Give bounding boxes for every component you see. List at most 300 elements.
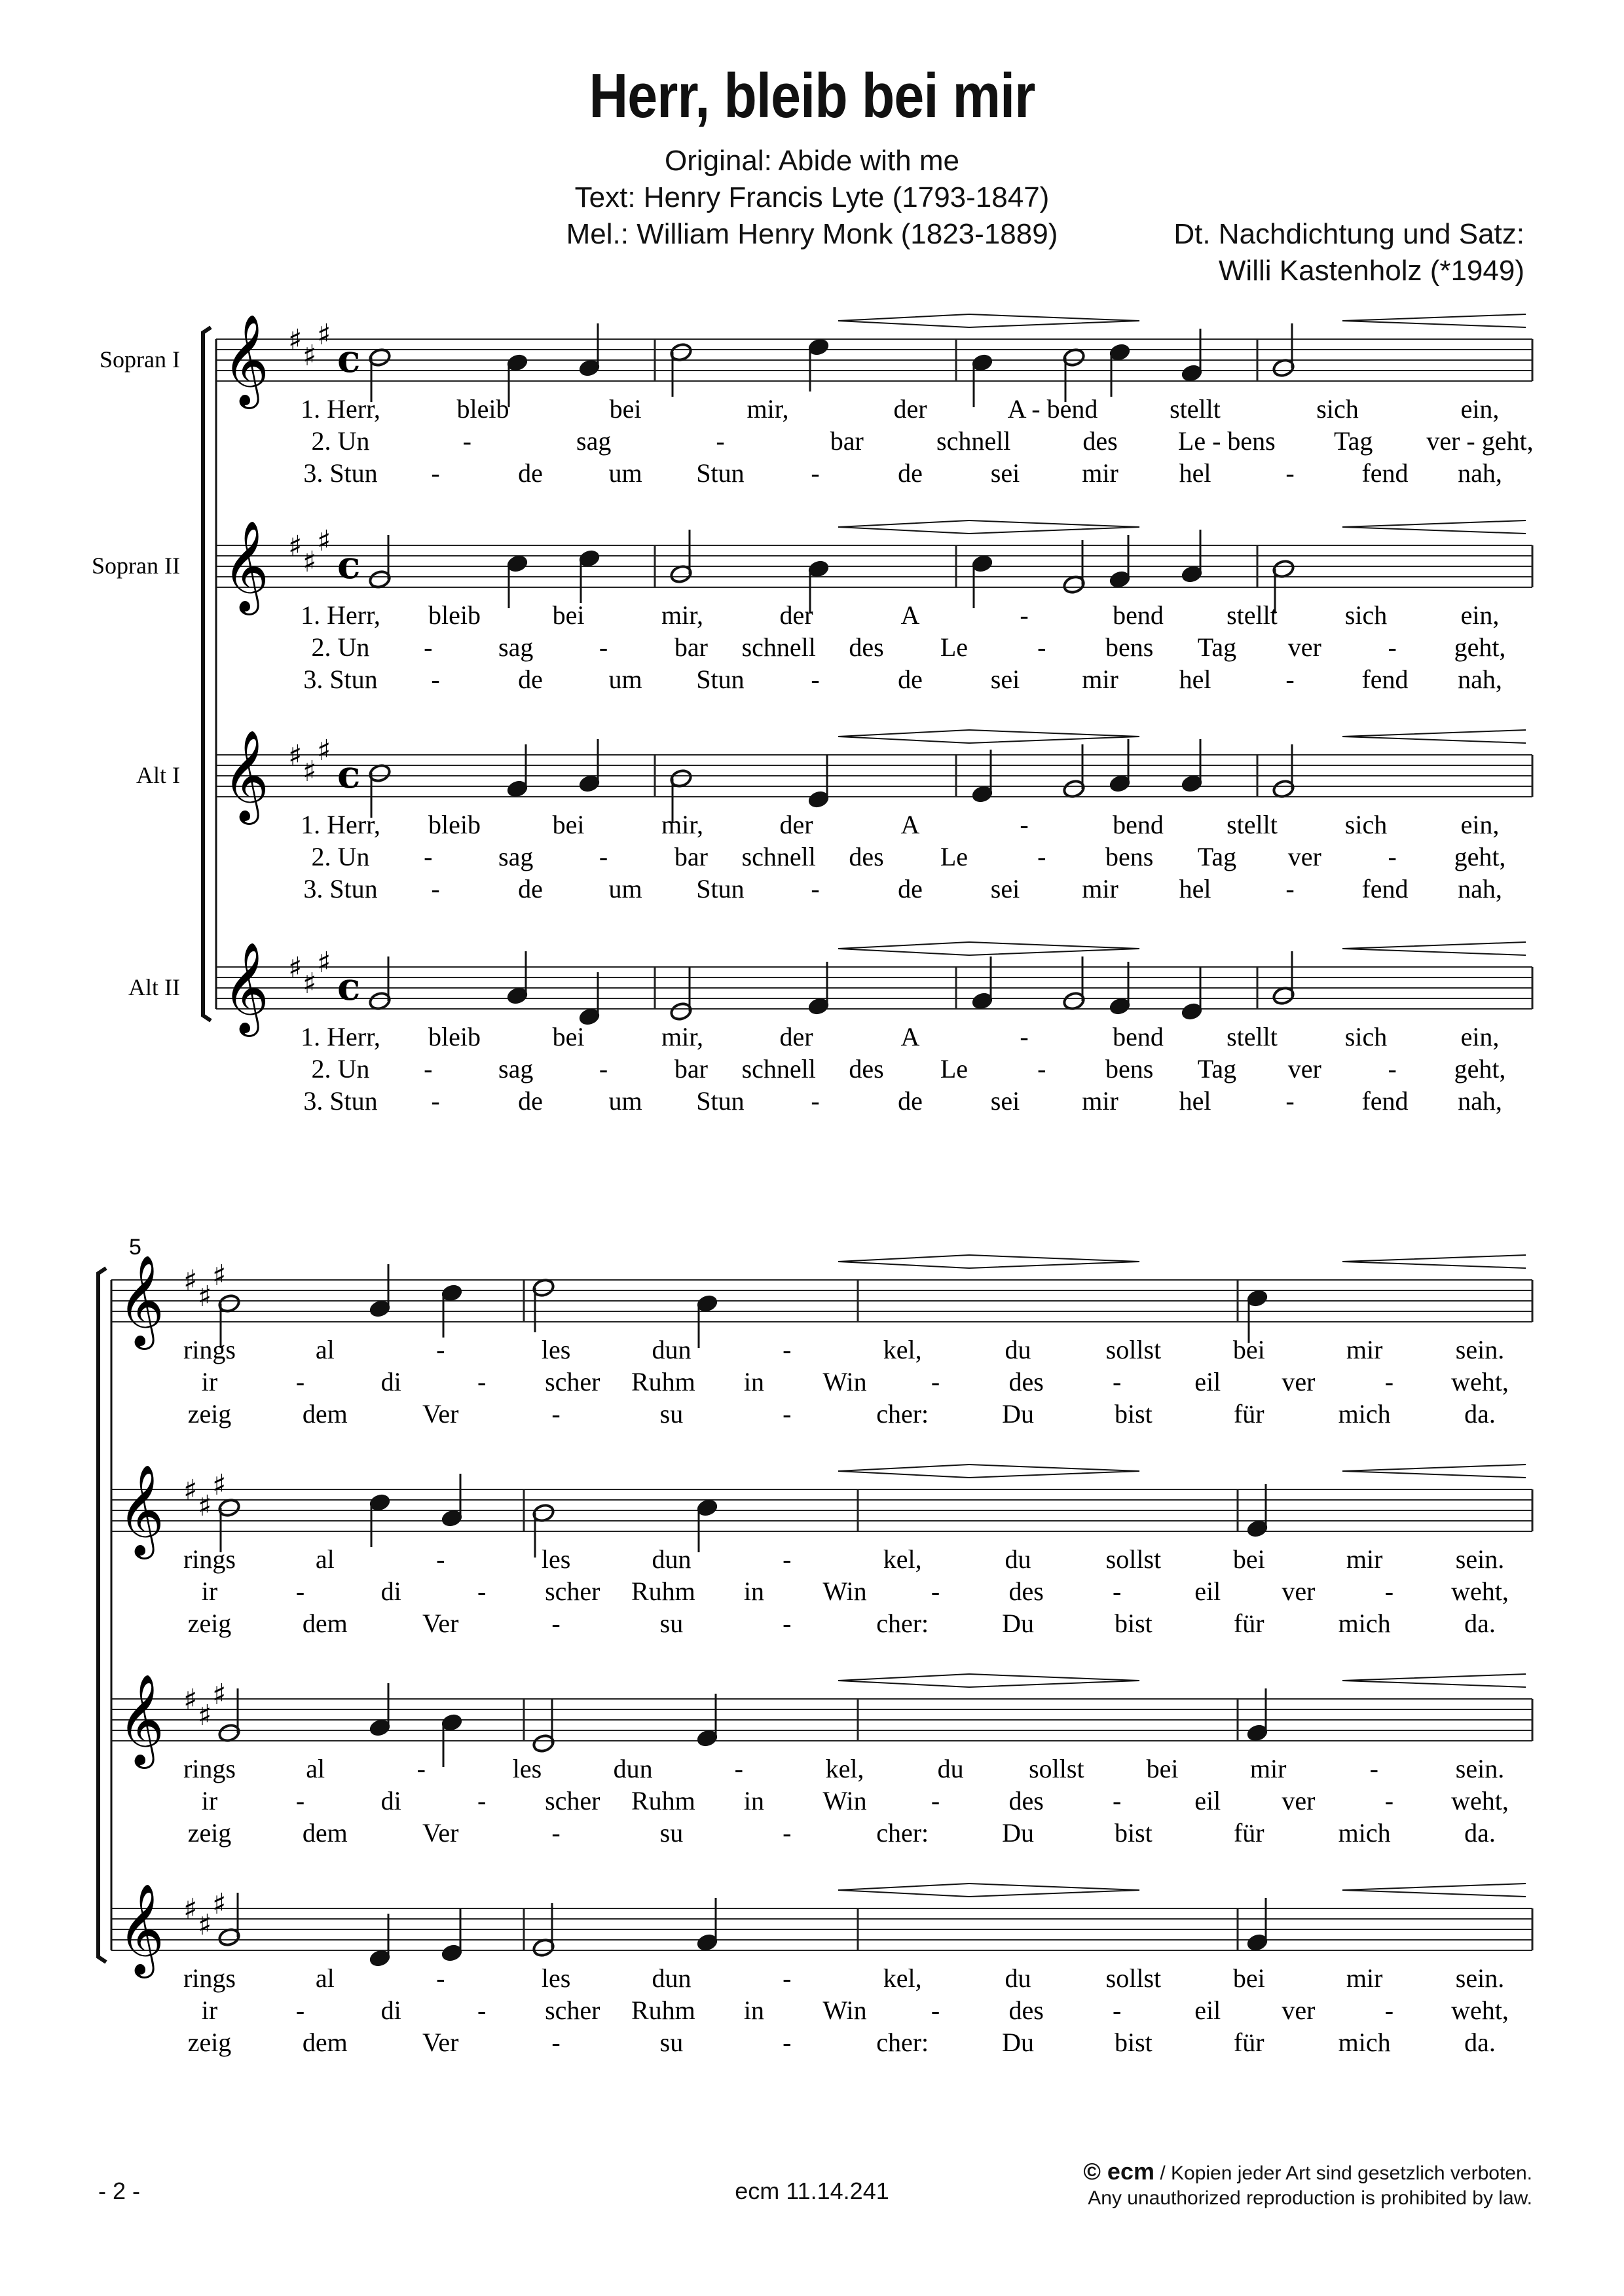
system2-a2-lyric-verse2-word-14: -	[1384, 1995, 1394, 2025]
system2-a1-lyric-verse3-word-5: su	[659, 1818, 684, 1848]
system1-a2-lyric-verse3-word-3: de	[518, 1086, 543, 1116]
copyright-english: Any unauthorized reproduction is prohibited by law.	[1088, 2187, 1532, 2209]
system1-a2-lyric-verse2-word-13: -	[1388, 1054, 1397, 1084]
system2-a2-lyric-verse2-word-5: scher	[545, 1995, 600, 2025]
system2-s2-note-2	[368, 1493, 392, 1547]
system2-s1-lyric-verse2-word-14: -	[1384, 1367, 1394, 1396]
system2-s2-lyric-verse1-word-8: du	[1005, 1544, 1031, 1574]
system1-s2-lyric-verse3-word-4: um	[608, 665, 642, 694]
system2-s1-lyric-verse2-word-11: -	[1113, 1367, 1122, 1396]
system1-a2-decrescendo	[969, 942, 1139, 955]
system2-s1-crescendo-end	[1342, 1255, 1526, 1268]
system2-a2-lyric-verse1-word-1: rings	[183, 1963, 236, 1993]
system2-a2-lyric-verse2-word-11: -	[1113, 1995, 1122, 2025]
system1-a1-lyric-verse1-word-6: A	[900, 810, 920, 839]
system2-s2-lyric-verse1-word-11: mir	[1346, 1544, 1383, 1574]
page-number: - 2 -	[98, 2178, 141, 2204]
system1-a2-lyric-verse2-word-8: Le	[940, 1054, 969, 1084]
system1-a1-lyric-verse1-word-3: bei	[552, 810, 585, 839]
system2-a2-note-6	[1246, 1898, 1269, 1952]
system1-a2-lyric-verse2-word-9: -	[1037, 1054, 1046, 1084]
system1-bracket	[203, 327, 211, 1021]
system2-s1-lyric-verse2-word-1: ir	[201, 1367, 218, 1396]
system2-a1-treble-clef: 𝄞	[118, 1674, 164, 1765]
system1-s2-lyric-verse3-word-6: -	[811, 665, 820, 694]
system1-a1-lyric-verse1-word-4: mir,	[661, 810, 703, 839]
system2-a1-lyric-verse1-word-3: -	[416, 1754, 426, 1783]
system1-a1-lyric-verse3-word-11: -	[1285, 874, 1295, 903]
system2-s1-lyric-verse3-word-7: cher:	[876, 1399, 929, 1429]
system2-a1-lyric-verse2-word-7: in	[743, 1786, 764, 1815]
text-author: Text: Henry Francis Lyte (1793-1847)	[574, 181, 1050, 213]
system1-a2-note-4	[669, 967, 693, 1021]
system1-s2-lyric-verse3-word-8: sei	[990, 665, 1020, 694]
system1-a2-note-5	[807, 962, 830, 1016]
system2-s1-lyric-verse1-word-2: al	[315, 1335, 335, 1364]
system1-a2-note-10	[1272, 951, 1295, 1006]
system1-a1-lyric-verse3-word-2: -	[431, 874, 440, 903]
system2-a1-lyric-verse3-word-4: -	[551, 1818, 561, 1848]
system2-s1-lyric-verse3-word-3: Ver	[422, 1399, 459, 1429]
system2-s2-lyric-verse2-word-13: ver	[1282, 1576, 1316, 1606]
system1-s2-lyric-verse3-word-11: -	[1285, 665, 1295, 694]
system2-a1-lyric-verse1-word-4: les	[512, 1754, 542, 1783]
system2-a2-lyric-verse3-word-8: Du	[1002, 2028, 1034, 2057]
system1-s1-key-signature-sharp-2: ♯	[303, 339, 317, 373]
system2-s2-lyric-verse3-word-4: -	[551, 1609, 561, 1638]
system1-s2-lyric-verse1-word-9: stellt	[1227, 600, 1278, 630]
system1-a2-lyric-verse3-word-13: nah,	[1458, 1086, 1502, 1116]
system1-s1-lyric-verse3-word-9: mir	[1082, 458, 1118, 488]
system1-a1-lyric-verse2-word-14: geht,	[1454, 842, 1506, 871]
system1-s2-note-6	[970, 554, 994, 608]
system1-a1-crescendo-end	[1342, 730, 1526, 743]
original-title: Original: Abide with me	[665, 145, 959, 177]
system2-a1-lyric-verse3-word-3: Ver	[422, 1818, 459, 1848]
system2-a1-lyric-verse1-word-9: sollst	[1029, 1754, 1084, 1783]
system2-s1-lyric-verse3-word-1: zeig	[187, 1399, 232, 1429]
system2-s1-lyric-verse2-word-10: des	[1008, 1367, 1044, 1396]
system1-a2-lyric-verse3-word-2: -	[431, 1086, 440, 1116]
system2-s2-lyric-verse3-word-12: da.	[1464, 1609, 1496, 1638]
system1-s1-note-5	[807, 337, 830, 392]
system1-a2-lyric-verse1-word-9: stellt	[1227, 1022, 1278, 1051]
system2-a2-key-signature-sharp-3: ♯	[212, 1887, 227, 1921]
melody-author: Mel.: William Henry Monk (1823-1889)	[566, 218, 1058, 250]
system2-a1-lyric-verse1-word-10: bei	[1146, 1754, 1179, 1783]
system2-s2-lyric-verse2-word-1: ir	[201, 1576, 218, 1606]
system1-s2-lyric-verse2-word-11: Tag	[1197, 632, 1237, 662]
system2-s1-lyric-verse1-word-8: du	[1005, 1335, 1031, 1364]
system2-a1-crescendo-end	[1342, 1674, 1526, 1687]
system2-a2-lyric-verse3-word-7: cher:	[876, 2028, 929, 2057]
system2-a2-decrescendo	[969, 1884, 1139, 1897]
system2-a2-lyric-verse2-word-6: Ruhm	[631, 1995, 695, 2025]
system2-s1-lyric-verse1-word-10: bei	[1232, 1335, 1265, 1364]
system2-a2-lyric-verse1-word-2: al	[315, 1963, 335, 1993]
system1-a1-key-signature-sharp-2: ♯	[303, 755, 317, 788]
system2-s2-treble-clef: 𝄞	[118, 1465, 164, 1556]
system1-s2-note-8	[1108, 535, 1132, 589]
system2-s1-lyric-verse2-word-9: -	[931, 1367, 940, 1396]
system2-s2-lyric-verse3-word-7: cher:	[876, 1609, 929, 1638]
system2-a2-lyric-verse1-word-9: sollst	[1105, 1963, 1162, 1993]
system1-s2-lyric-verse1-word-4: mir,	[661, 600, 703, 630]
system1-s2-lyric-verse2-word-10: bens	[1105, 632, 1154, 662]
system2-a1-lyric-verse2-word-10: des	[1008, 1786, 1044, 1815]
system1-a1-lyric-verse3-word-6: -	[811, 874, 820, 903]
system2-s1-lyric-verse2-word-15: weht,	[1451, 1367, 1509, 1396]
system1-s2-lyric-verse1-word-10: sich	[1344, 600, 1388, 630]
system2-s1-lyric-verse1-word-12: sein.	[1455, 1335, 1505, 1364]
system1-s2-lyric-verse2-word-7: des	[849, 632, 884, 662]
system1-s1-key-signature-sharp-3: ♯	[317, 318, 331, 352]
system2-a1-lyric-verse1-word-1: rings	[183, 1754, 236, 1783]
system2-a1-decrescendo	[969, 1674, 1139, 1687]
system1-s2-lyric-verse3-word-10: hel	[1179, 665, 1211, 694]
system2-s1-lyric-verse1-word-4: les	[541, 1335, 571, 1364]
system1-a2-lyric-verse1-word-4: mir,	[661, 1022, 703, 1051]
system1-s1-lyric-verse1-word-2: bleib	[456, 394, 509, 424]
system2-s2-lyric-verse2-word-14: -	[1384, 1576, 1394, 1606]
system2-a2-lyric-verse1-word-7: kel,	[883, 1963, 922, 1993]
system1-a2-lyric-verse2-word-7: des	[849, 1054, 884, 1084]
system2-s1-treble-clef: 𝄞	[118, 1255, 164, 1346]
system1-a2-crescendo	[838, 942, 969, 955]
system2-a1-key-signature-sharp-2: ♯	[198, 1699, 212, 1732]
system2-s1-lyric-verse3-word-9: bist	[1115, 1399, 1153, 1429]
system1-a1-treble-clef: 𝄞	[223, 730, 269, 821]
system2-s1-crescendo	[838, 1255, 969, 1268]
arranger-name: Willi Kastenholz (*1949)	[1218, 255, 1524, 287]
system2-a2-lyric-verse1-word-10: bei	[1232, 1963, 1265, 1993]
system1-a2-lyric-verse1-word-1: 1. Herr,	[301, 1022, 380, 1051]
system2-a1-note-6	[1246, 1688, 1269, 1743]
system2-s2-lyric-verse1-word-4: les	[541, 1544, 571, 1574]
catalog-number: ecm 11.14.241	[735, 2178, 889, 2204]
system1-a2-lyric-verse2-word-2: -	[424, 1054, 433, 1084]
system2-a2-lyric-verse1-word-5: dun	[652, 1963, 692, 1993]
system2-a2-crescendo-end	[1342, 1884, 1526, 1897]
system2-a1-lyric-verse2-word-14: -	[1384, 1786, 1394, 1815]
system2-s2-lyric-verse2-word-7: in	[743, 1576, 764, 1606]
system2-s1-lyric-verse3-word-11: mich	[1338, 1399, 1391, 1429]
system1-a2-key-signature-sharp-2: ♯	[303, 967, 317, 1000]
system2-a1-lyric-verse3-word-6: -	[783, 1818, 792, 1848]
system1-s1-treble-clef: 𝄞	[223, 314, 269, 405]
system1-s2-note-2	[506, 554, 529, 608]
system1-s1-lyric-verse2-word-3: sag	[576, 426, 612, 456]
system2-s1-lyric-verse2-word-2: -	[295, 1367, 305, 1396]
system1-a1-lyric-verse1-word-2: bleib	[428, 810, 481, 839]
system1-s1-decrescendo	[969, 314, 1139, 327]
system2-a2-lyric-verse2-word-15: weht,	[1451, 1995, 1509, 2025]
system1-s2-note-7	[1062, 540, 1086, 594]
system2-a1-note-2	[368, 1683, 392, 1738]
voice-name-a2: Alt II	[128, 974, 180, 1000]
system2-a1-lyric-verse2-word-1: ir	[201, 1786, 218, 1815]
system1-a1-note-10	[1272, 744, 1295, 799]
system1-s1-crescendo	[838, 314, 969, 327]
system1-s2-lyric-verse3-word-9: mir	[1082, 665, 1118, 694]
system1-a1-lyric-verse3-word-1: 3. Stun	[303, 874, 378, 903]
system2-a1-lyric-verse1-word-12: -	[1369, 1754, 1378, 1783]
voice-name-s2: Sopran II	[92, 553, 180, 579]
system1-a1-lyric-verse1-word-5: der	[779, 810, 813, 839]
system1-s2-lyric-verse3-word-5: Stun	[696, 665, 745, 694]
system1-s2-lyric-verse3-word-1: 3. Stun	[303, 665, 378, 694]
system1-s2-lyric-verse3-word-7: de	[898, 665, 923, 694]
system2-s1-lyric-verse2-word-6: Ruhm	[631, 1367, 695, 1396]
system1-s2-lyric-verse1-word-8: bend	[1113, 600, 1164, 630]
system1-a2-lyric-verse2-word-3: sag	[498, 1054, 534, 1084]
system1-s2-lyric-verse3-word-2: -	[431, 665, 440, 694]
system1-a2-time-signature: c	[337, 964, 361, 1009]
system2-s2-lyric-verse2-word-6: Ruhm	[631, 1576, 695, 1606]
system2-s2-lyric-verse1-word-10: bei	[1232, 1544, 1265, 1574]
system2-a2-lyric-verse1-word-12: sein.	[1455, 1963, 1505, 1993]
system1-a2-lyric-verse2-word-14: geht,	[1454, 1054, 1506, 1084]
system2-s1-lyric-verse3-word-2: dem	[302, 1399, 348, 1429]
system1-a1-lyric-verse1-word-10: sich	[1344, 810, 1388, 839]
system1-a2-lyric-verse3-word-4: um	[608, 1086, 642, 1116]
system2-s1-lyric-verse2-word-3: di	[380, 1367, 401, 1396]
system2-s1-key-signature-sharp-3: ♯	[212, 1259, 227, 1292]
system1-s2-lyric-verse2-word-2: -	[424, 632, 433, 662]
system2-a1-lyric-verse2-word-5: scher	[545, 1786, 600, 1815]
system2-a1-note-4	[532, 1699, 555, 1753]
system1-s1-lyric-verse2-word-6: schnell	[936, 426, 1011, 456]
system2-a1-lyric-verse2-word-13: ver	[1282, 1786, 1316, 1815]
system2-a1-lyric-verse2-word-4: -	[477, 1786, 487, 1815]
copyright-notice	[1083, 2159, 1532, 2211]
system2-s2-lyric-verse2-word-4: -	[477, 1576, 487, 1606]
system2-s1-lyric-verse2-word-12: eil	[1194, 1367, 1221, 1396]
system1-s2-treble-clef: 𝄞	[223, 520, 269, 611]
system1-s1-key-signature-sharp-1: ♯	[288, 323, 303, 357]
system1-s1-time-signature: c	[337, 337, 361, 381]
system2-s1-lyric-verse3-word-8: Du	[1002, 1399, 1034, 1429]
system1-a2-note-9	[1180, 967, 1204, 1021]
system1-a1-lyric-verse1-word-1: 1. Herr,	[301, 810, 380, 839]
system1-s1-note-8	[1108, 342, 1132, 397]
system1-a1-lyric-verse3-word-3: de	[518, 874, 543, 903]
system2-a2-lyric-verse3-word-10: für	[1233, 2028, 1264, 2057]
system1-a2-note-1	[368, 957, 392, 1011]
system1-s2-lyric-verse2-word-4: -	[599, 632, 608, 662]
system1-a2-lyric-verse1-word-3: bei	[552, 1022, 585, 1051]
system2-a1-lyric-verse2-word-9: -	[931, 1786, 940, 1815]
system1-s2-lyric-verse1-word-5: der	[779, 600, 813, 630]
system2-a2-lyric-verse2-word-8: Win	[822, 1995, 867, 2025]
system2-s1-lyric-verse3-word-5: su	[659, 1399, 684, 1429]
system1-a2-note-3	[578, 972, 601, 1027]
system2-a2-lyric-verse3-word-3: Ver	[422, 2028, 459, 2057]
system1-a2-lyric-verse3-word-11: -	[1285, 1086, 1295, 1116]
system2-a2-lyric-verse3-word-5: su	[659, 2028, 684, 2057]
system2-a2-lyric-verse1-word-6: -	[783, 1963, 792, 1993]
system1-a2-lyric-verse1-word-7: -	[1020, 1022, 1029, 1051]
system1-a2-lyric-verse1-word-5: der	[779, 1022, 813, 1051]
system1-s2-note-4	[669, 530, 693, 584]
system1-s1-lyric-verse2-word-7: des	[1082, 426, 1118, 456]
system1-a1-note-5	[807, 755, 830, 809]
system2-s2-lyric-verse3-word-3: Ver	[422, 1609, 459, 1638]
system1-s2-lyric-verse3-word-12: fend	[1361, 665, 1409, 694]
system2-s1-note-3	[440, 1283, 464, 1338]
system2-a2-lyric-verse2-word-2: -	[295, 1995, 305, 2025]
system1-s2-lyric-verse2-word-5: bar	[674, 632, 708, 662]
system2-a2-lyric-verse3-word-1: zeig	[187, 2028, 232, 2057]
system1-a1-crescendo	[838, 730, 969, 743]
system2-s1-lyric-verse2-word-7: in	[743, 1367, 764, 1396]
system2-a2-key-signature-sharp-1: ♯	[183, 1893, 198, 1926]
system2-s1-decrescendo	[969, 1255, 1139, 1268]
system1-a1-lyric-verse3-word-9: mir	[1082, 874, 1118, 903]
system2-a1-key-signature-sharp-1: ♯	[183, 1683, 198, 1717]
system2-s2-lyric-verse1-word-5: dun	[652, 1544, 692, 1574]
system2-a2-treble-clef: 𝄞	[118, 1884, 164, 1975]
system2-a1-lyric-verse2-word-12: eil	[1194, 1786, 1221, 1815]
system2-a1-lyric-verse1-word-11: mir	[1249, 1754, 1287, 1783]
system2-s2-lyric-verse3-word-9: bist	[1115, 1609, 1153, 1638]
system1-s2-lyric-verse2-word-9: -	[1037, 632, 1046, 662]
system1-a1-lyric-verse1-word-8: bend	[1113, 810, 1164, 839]
system1-a2-note-7	[1062, 957, 1086, 1011]
system2-bracket	[98, 1268, 106, 1962]
system1-s1-lyric-verse2-word-8: Le - bens	[1177, 426, 1276, 456]
system1-a1-key-signature-sharp-1: ♯	[288, 739, 303, 773]
system1-a1-note-3	[578, 739, 601, 793]
system1-s1-note-6	[970, 353, 994, 407]
system2-s2-lyric-verse3-word-1: zeig	[187, 1609, 232, 1638]
system1-a2-crescendo-end	[1342, 942, 1526, 955]
system2-a1-lyric-verse3-word-1: zeig	[187, 1818, 232, 1848]
system1-s1-lyric-verse3-word-3: de	[518, 458, 543, 488]
system1-s2-note-3	[578, 549, 601, 603]
system2-s2-lyric-verse2-word-5: scher	[545, 1576, 600, 1606]
system2-a1-lyric-verse3-word-10: für	[1233, 1818, 1264, 1848]
system1-a1-note-6	[970, 750, 994, 804]
system2-a2-lyric-verse2-word-9: -	[931, 1995, 940, 2025]
system1-s1-lyric-verse3-word-5: Stun	[696, 458, 745, 488]
system1-s2-note-1	[368, 535, 392, 589]
system2-a1-lyric-verse3-word-2: dem	[302, 1818, 348, 1848]
system1-a1-lyric-verse3-word-5: Stun	[696, 874, 745, 903]
system2-s2-note-3	[440, 1474, 464, 1528]
system1-a2-lyric-verse3-word-5: Stun	[696, 1086, 745, 1116]
system1-s1-lyric-verse2-word-10: ver - geht,	[1426, 426, 1534, 456]
system2-s1-lyric-verse3-word-12: da.	[1464, 1399, 1496, 1429]
system2-a1-lyric-verse1-word-2: al	[306, 1754, 325, 1783]
system2-s1-lyric-verse3-word-10: für	[1233, 1399, 1264, 1429]
system2-a1-lyric-verse2-word-3: di	[380, 1786, 401, 1815]
voice-name-a1: Alt I	[136, 762, 180, 788]
system2-s2-lyric-verse2-word-9: -	[931, 1576, 940, 1606]
system1-a1-lyric-verse1-word-9: stellt	[1227, 810, 1278, 839]
system1-a1-key-signature-sharp-3: ♯	[317, 734, 331, 767]
system2-a2-crescendo	[838, 1884, 969, 1897]
system1-a1-lyric-verse2-word-6: schnell	[741, 842, 816, 871]
system2-a2-lyric-verse3-word-9: bist	[1115, 2028, 1153, 2057]
system2-a2-lyric-verse2-word-13: ver	[1282, 1995, 1316, 2025]
system2-a2-lyric-verse3-word-4: -	[551, 2028, 561, 2057]
system2-s1-lyric-verse1-word-11: mir	[1346, 1335, 1383, 1364]
system1-a1-lyric-verse3-word-8: sei	[990, 874, 1020, 903]
system1-a2-lyric-verse2-word-12: ver	[1287, 1054, 1321, 1084]
system1-a1-lyric-verse2-word-9: -	[1037, 842, 1046, 871]
system1-s2-time-signature: c	[337, 543, 361, 587]
system1-s2-lyric-verse1-word-3: bei	[552, 600, 585, 630]
system2-s2-key-signature-sharp-3: ♯	[212, 1468, 227, 1502]
system2-a2-lyric-verse3-word-2: dem	[302, 2028, 348, 2057]
system2-a1-lyric-verse3-word-7: cher:	[876, 1818, 929, 1848]
system1-a2-note-6	[970, 957, 994, 1011]
system1-s2-lyric-verse3-word-3: de	[518, 665, 543, 694]
system2-s2-lyric-verse3-word-10: für	[1233, 1609, 1264, 1638]
system2-s2-note-5	[695, 1498, 719, 1552]
system2-a1-lyric-verse3-word-11: mich	[1338, 1818, 1391, 1848]
system1-a2-note-8	[1108, 962, 1132, 1016]
system2-s1-lyric-verse2-word-5: scher	[545, 1367, 600, 1396]
system1-s1-lyric-verse2-word-4: -	[716, 426, 725, 456]
system1-a2-lyric-verse1-word-2: bleib	[428, 1022, 481, 1051]
system2-s2-lyric-verse1-word-3: -	[436, 1544, 445, 1574]
system1-a2-key-signature-sharp-1: ♯	[288, 951, 303, 985]
system2-a1-lyric-verse1-word-13: sein.	[1455, 1754, 1505, 1783]
system1-a1-decrescendo	[969, 730, 1139, 743]
system2-a1-lyric-verse1-word-7: kel,	[825, 1754, 864, 1783]
system1-s1-lyric-verse3-word-8: sei	[990, 458, 1020, 488]
system1-a2-key-signature-sharp-3: ♯	[317, 946, 331, 979]
system2-s1-lyric-verse1-word-6: -	[783, 1335, 792, 1364]
system2-a1-lyric-verse2-word-15: weht,	[1451, 1786, 1509, 1815]
system2-s1-lyric-verse1-word-3: -	[436, 1335, 445, 1364]
system2-s2-lyric-verse2-word-8: Win	[822, 1576, 867, 1606]
system2-a2-lyric-verse3-word-11: mich	[1338, 2028, 1391, 2057]
system2-a1-lyric-verse1-word-5: dun	[613, 1754, 653, 1783]
system1-a1-note-2	[506, 744, 529, 799]
system1-s2-lyric-verse1-word-6: A	[900, 600, 920, 630]
system1-s2-lyric-verse3-word-13: nah,	[1458, 665, 1502, 694]
system1-s2-crescendo-end	[1342, 520, 1526, 534]
system1-s2-lyric-verse2-word-13: -	[1388, 632, 1397, 662]
system2-a1-lyric-verse1-word-6: -	[734, 1754, 743, 1783]
system1-a1-lyric-verse2-word-1: 2. Un	[311, 842, 370, 871]
system1-s1-lyric-verse2-word-5: bar	[830, 426, 864, 456]
system1-a2-lyric-verse3-word-10: hel	[1179, 1086, 1211, 1116]
system1-a1-lyric-verse1-word-7: -	[1020, 810, 1029, 839]
system1-a1-note-7	[1062, 744, 1086, 799]
system1-s1-lyric-verse3-word-10: hel	[1179, 458, 1211, 488]
system1-a2-lyric-verse2-word-10: bens	[1105, 1054, 1154, 1084]
system1-s2-lyric-verse2-word-12: ver	[1287, 632, 1321, 662]
system1-s1-lyric-verse1-word-3: bei	[609, 394, 642, 424]
system2-s2-lyric-verse3-word-8: Du	[1002, 1609, 1034, 1638]
system2-a1-lyric-verse2-word-11: -	[1113, 1786, 1122, 1815]
system2-a2-lyric-verse2-word-10: des	[1008, 1995, 1044, 2025]
system2-a1-lyric-verse2-word-6: Ruhm	[631, 1786, 695, 1815]
system2-a1-note-3	[440, 1713, 464, 1767]
system1-a1-lyric-verse2-word-12: ver	[1287, 842, 1321, 871]
system2-s1-lyric-verse2-word-8: Win	[822, 1367, 867, 1396]
system2-a2-note-2	[368, 1914, 392, 1968]
system1-s1-note-4	[669, 342, 693, 397]
system1-a2-lyric-verse2-word-4: -	[599, 1054, 608, 1084]
page-title: Herr, bleib bei mir	[589, 61, 1035, 131]
system2-a2-note-3	[440, 1908, 464, 1963]
system2-a1-crescendo	[838, 1674, 969, 1687]
